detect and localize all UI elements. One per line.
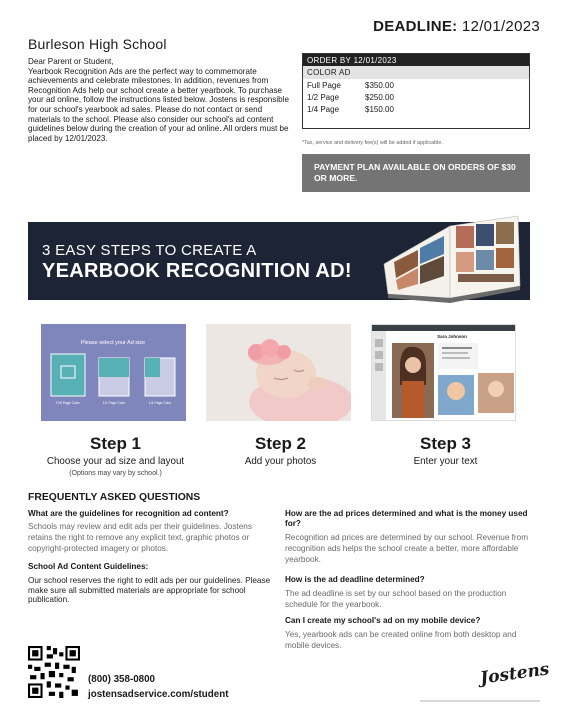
step-desc: Choose your ad size and layout <box>46 456 185 467</box>
ad-option-label: 1/4 Page Color <box>148 401 172 405</box>
faq-question: What are the guidelines for recognition ad content? <box>28 509 229 518</box>
price-row-label: 1/4 Page <box>307 104 340 114</box>
ad-editor-illustration <box>372 325 516 421</box>
deadline-label: DEADLINE: <box>373 18 458 35</box>
price-table-header: ORDER BY 12/01/2023 <box>303 54 529 66</box>
step-title: Step 1 <box>89 434 142 453</box>
faq-question: How is the ad deadline determined? <box>285 575 425 584</box>
deadline <box>373 18 540 35</box>
banner-line-1: 3 EASY STEPS TO CREATE A <box>42 242 257 259</box>
fineprint-divider <box>420 700 540 702</box>
price-row-label: 1/2 Page <box>307 92 340 102</box>
faq-question: Can I create my school's ad on my mobile device? <box>285 616 481 625</box>
baby-photo-illustration <box>206 324 351 421</box>
step-title: Step 3 <box>419 434 472 453</box>
ad-option-label: 1/2 Page Color <box>102 401 126 405</box>
payment-plan-banner: PAYMENT PLAN AVAILABLE ON ORDERS OF $30 OR MORE. <box>302 154 530 192</box>
step-desc: Add your photos <box>244 456 317 467</box>
price-row-value: $150.00 <box>365 104 394 114</box>
step-note: (Options may vary by school.) <box>69 470 162 477</box>
step2-image <box>206 324 351 421</box>
price-row-label: Full Page <box>307 80 341 90</box>
price-row <box>303 91 529 103</box>
ad-size-prompt: Please select your Ad size <box>80 340 146 346</box>
letter-greeting: Dear Parent or Student, <box>28 57 114 66</box>
faq-question: How are the ad prices determined and what is the money used for? <box>285 509 528 528</box>
price-row-value: $250.00 <box>365 92 394 102</box>
letter <box>28 57 296 143</box>
letter-body: Yearbook Recognition Ads are the perfect way to commemorate achievements and celebrate milestones. In addition, revenues from Recognition Ads help our school create a better yearbook. To purchase your ad online, follow the instructions listed below. Jostens is responsible for our school's yearbook ad sales. Please do not contact or send materials to the school. Please also consider our school's ad content guidelines below during the creation of your ad online. All orders must be placed by 12/01/2023. <box>28 66 289 143</box>
school-name: Burleson High School <box>28 36 167 52</box>
contact-url-link[interactable]: jostensadservice.com/student <box>88 689 229 700</box>
tax-note: *Tax, service and delivery fee(s) will be added if applicable. <box>302 140 443 146</box>
deadline-date: 12/01/2023 <box>461 18 540 35</box>
step-title: Step 2 <box>254 434 307 453</box>
ad-name-text: Sara Johnson <box>437 334 467 339</box>
ad-option-label: Full Page Color <box>56 401 80 405</box>
ad-size-selector-illustration <box>41 324 186 421</box>
price-table <box>302 53 530 129</box>
price-row <box>303 103 529 115</box>
jostens-logo: Jostens <box>478 659 551 689</box>
faq-question: School Ad Content Guidelines: <box>28 562 149 571</box>
yearbook-icon <box>378 206 524 308</box>
faq-answer: Recognition ad prices are determined by our school. Revenue from recognition ads helps the school create a better, more affordable yearbook. <box>285 533 529 564</box>
banner-line-2: YEARBOOK RECOGNITION AD! <box>42 260 352 282</box>
faq-heading: FREQUENTLY ASKED QUESTIONS <box>28 492 201 503</box>
qr-code-icon[interactable] <box>28 646 80 698</box>
price-row <box>303 79 529 91</box>
step-desc: Enter your text <box>413 456 478 467</box>
contact-phone[interactable]: (800) 358-0800 <box>88 674 155 685</box>
step1-image <box>41 324 186 421</box>
price-row-value: $350.00 <box>365 80 394 90</box>
step3-image <box>371 324 516 421</box>
faq-answer: Our school reserves the right to edit ads per our guidelines. Please make sure all submitted materials are appropriate for school publication. <box>28 576 271 604</box>
faq-answer: Schools may review and edit ads per their guidelines. Jostens retains the right to remove any explicit text, graphic photos or copyright-protected imagery or photos. <box>28 522 252 553</box>
price-table-subheader: COLOR AD <box>303 66 529 79</box>
faq-answer: The ad deadline is set by our school based on the production schedule for the yearbook. <box>285 589 507 609</box>
faq-answer: Yes, yearbook ads can be created online from both desktop and mobile devices. <box>285 630 517 650</box>
